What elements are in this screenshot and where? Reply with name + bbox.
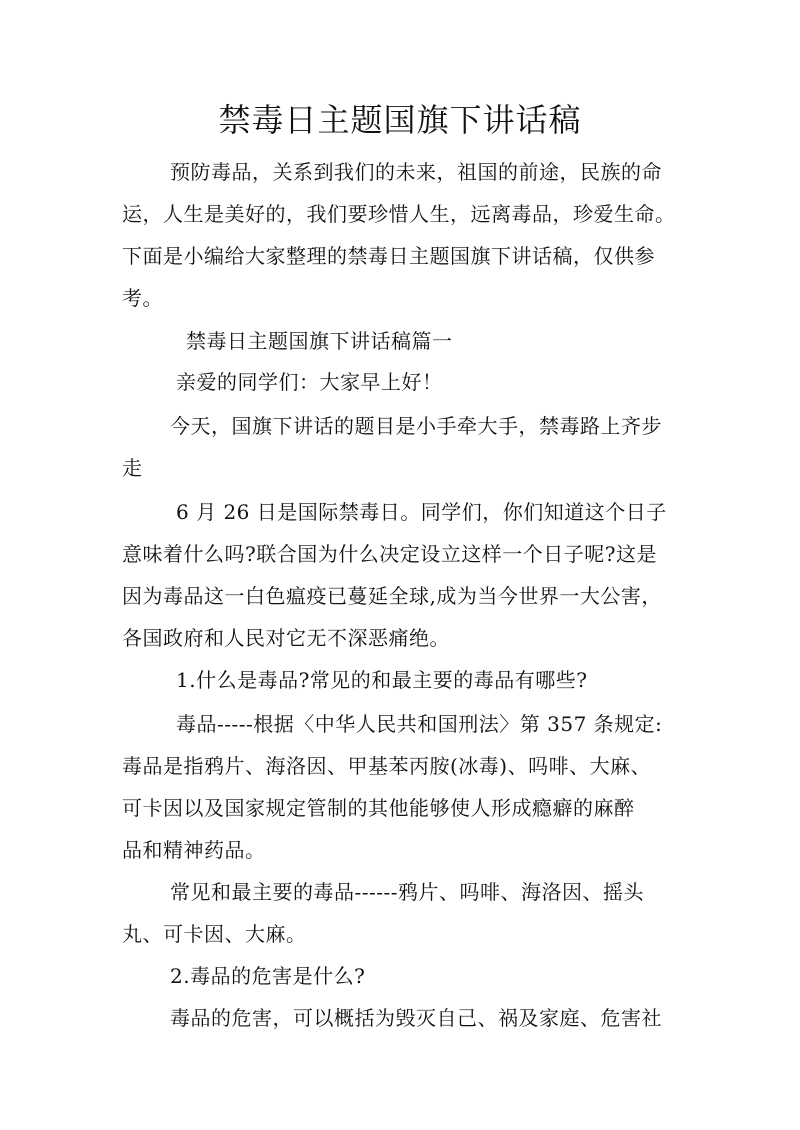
paragraph-line: 预防毒品，关系到我们的未来，祖国的前途，民族的命 (170, 160, 662, 184)
document-title: 禁毒日主题国旗下讲话稿 (218, 101, 582, 139)
paragraph-line: 6 月 26 日是国际禁毒日。同学们，你们知道这个日子 (176, 500, 667, 524)
paragraph-line: 意味着什么吗?联合国为什么决定设立这样一个日子呢?这是 (122, 542, 657, 566)
paragraph-line: 毒品是指鸦片、海洛因、甲基苯丙胺(冰毒)、吗啡、大麻、 (122, 754, 652, 778)
paragraph-line: 品和精神药品。 (122, 838, 266, 862)
paragraph-line: 因为毒品这一白色瘟疫已蔓延全球,成为当今世界一大公害， (122, 584, 662, 608)
section-heading: 禁毒日主题国旗下讲话稿篇一 (186, 329, 453, 353)
paragraph-line: 下面是小编给大家整理的禁毒日主题国旗下讲话稿，仅供参 (122, 244, 655, 268)
paragraph-line: 可卡因以及国家规定管制的其他能够使人形成瘾癖的麻醉 (122, 796, 635, 820)
numbered-heading: 1.什么是毒品?常见的和最主要的毒品有哪些? (176, 668, 588, 692)
paragraph-line: 毒品-----根据〈中华人民共和国刑法〉第 357 条规定: (176, 712, 663, 736)
paragraph-line: 各国政府和人民对它无不深恶痛绝。 (122, 626, 450, 650)
paragraph-line: 丸、可卡因、大麻。 (122, 922, 307, 946)
numbered-heading: 2.毒品的危害是什么? (170, 964, 366, 988)
paragraph-line: 运，人生是美好的，我们要珍惜人生，远离毒品，珍爱生命。 (122, 202, 676, 226)
paragraph-line: 今天，国旗下讲话的题目是小手牵大手，禁毒路上齐步 (170, 414, 662, 438)
paragraph-line: 考。 (122, 286, 163, 310)
paragraph-line: 毒品的危害，可以概括为毁灭自己、祸及家庭、危害社 (170, 1006, 662, 1030)
paragraph-line: 走 (122, 456, 143, 480)
paragraph-line: 常见和最主要的毒品------鸦片、吗啡、海洛因、摇头 (170, 880, 645, 904)
greeting-line: 亲爱的同学们：大家早上好！ (176, 370, 443, 394)
